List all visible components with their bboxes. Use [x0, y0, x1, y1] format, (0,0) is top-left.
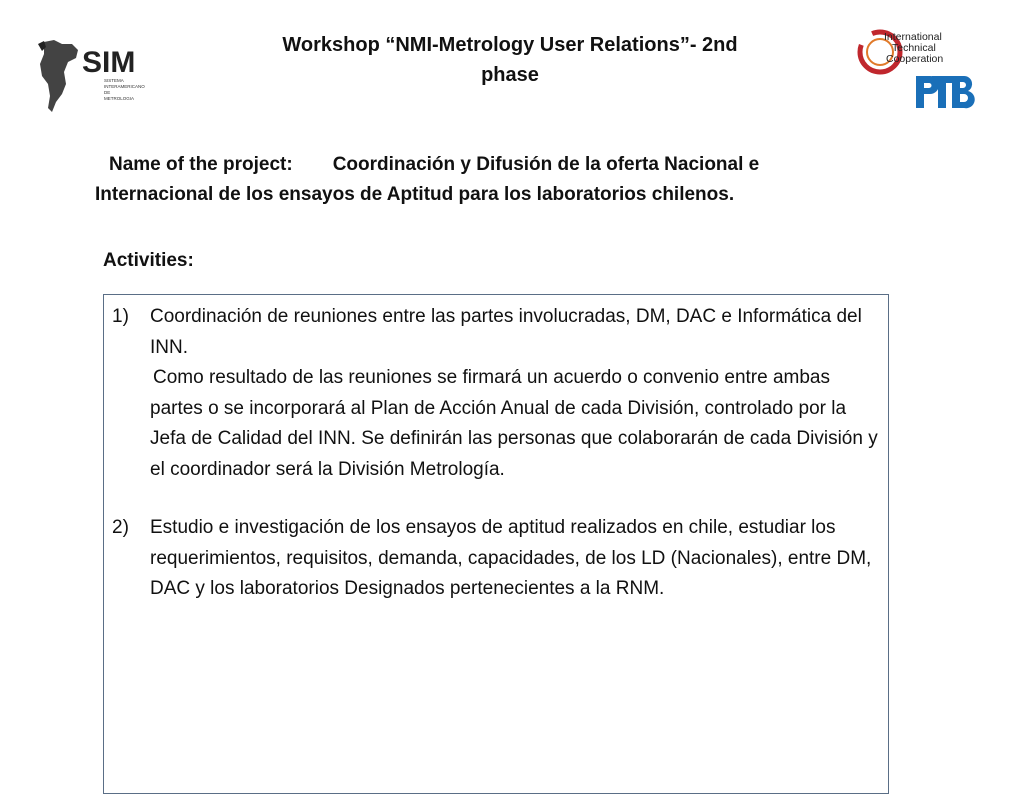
- list-item-number: 2): [112, 517, 129, 538]
- list-item-text: Estudio e investigación de los ensayos de aptitud realizados en chile, estudiar los requerimientos, requisitos, demanda, capacidades, de los LD (Nacionales), entre DM, DAC y los laboratorios Designados pertenecientes a la RNM.: [150, 517, 872, 599]
- svg-text:DE: DE: [104, 90, 111, 95]
- list-item: [112, 513, 882, 605]
- project-name-block: [95, 150, 895, 210]
- project-name-line-2: Internacional de los ensayos de Aptitud para los laboratorios chilenos.: [95, 184, 735, 205]
- activities-list: [112, 302, 882, 605]
- list-item-number: 1): [112, 306, 129, 327]
- list-item: [112, 302, 882, 485]
- sim-logo-text: SIM: [82, 46, 136, 79]
- list-item-continuation: Como resultado de las reuniones se firmará un acuerdo o convenio entre ambas partes o se incorporará al Plan de Acción Anual de cada División, controlado por la Jefa de Calidad del INN. Se definirán las personas que colaborarán de cada División y el coordinador será la División Metrología.: [150, 367, 878, 480]
- svg-text:SISTEMA: SISTEMA: [104, 78, 124, 83]
- title-line-1: Workshop “NMI-Metrology User Relations”- 2nd: [282, 34, 738, 56]
- ptb-logo: [912, 70, 976, 112]
- project-label: Name of the project:: [109, 154, 293, 175]
- list-item-text: Coordinación de reuniones entre las partes involucradas, DM, DAC e Informática del INN.: [150, 306, 862, 358]
- title-line-2: phase: [481, 64, 539, 86]
- sim-logo: [30, 34, 145, 114]
- page-title: [230, 30, 790, 90]
- svg-text:METROLOGIA: METROLOGIA: [104, 96, 135, 101]
- itc-line-1: International: [884, 31, 942, 43]
- activities-heading: Activities:: [103, 250, 194, 271]
- itc-line-2: Technical: [892, 42, 936, 54]
- itc-line-3: Cooperation: [886, 53, 944, 65]
- svg-text:INTERAMERICANO: INTERAMERICANO: [104, 84, 145, 89]
- project-name-line-1: Coordinación y Difusión de la oferta Nacional e: [332, 154, 760, 175]
